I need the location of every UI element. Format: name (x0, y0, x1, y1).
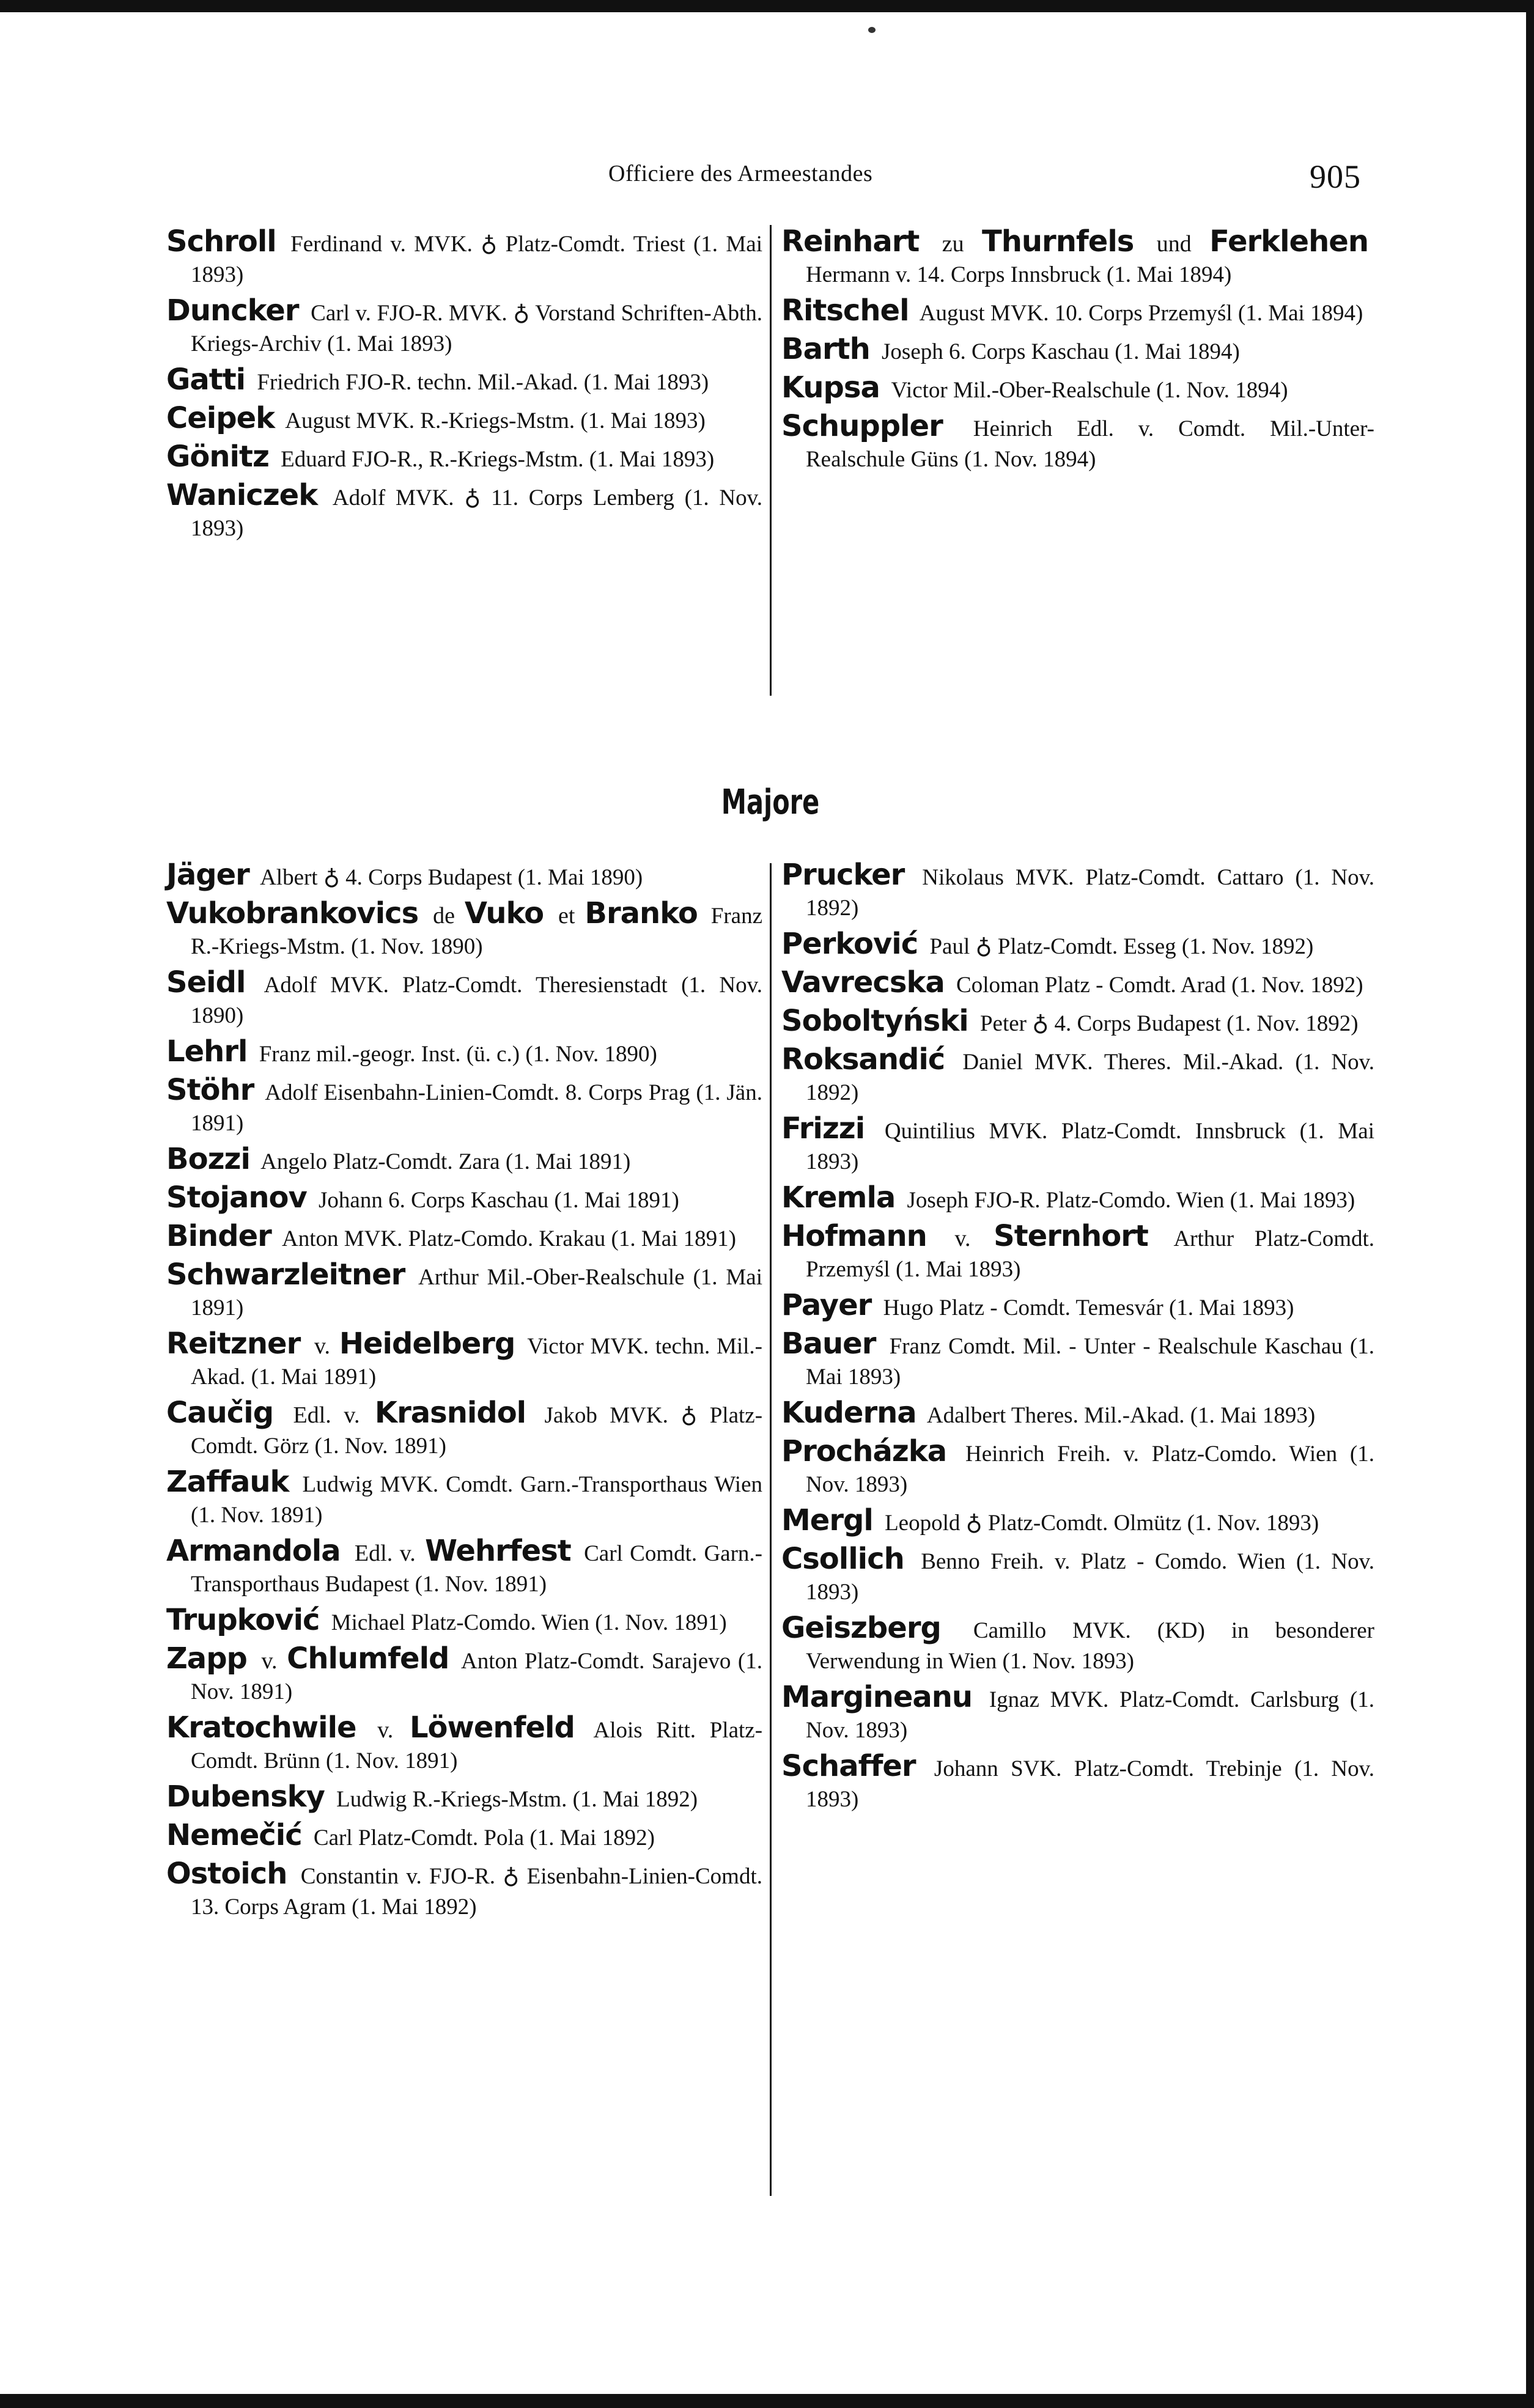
officer-surname: Vukobrankovics (166, 896, 419, 930)
entry-details: Joseph 6. Corps Kaschau (1. Mai 1894) (882, 339, 1240, 364)
name-connector: de (433, 903, 455, 929)
roster-entry (166, 1858, 762, 1923)
roster-entry (166, 1781, 762, 1815)
entry-details: Constantin v. FJO-R. ♁ Eisenbahn-Linien-Comdt. 13. Corps Agram (1. Mai 1892) (191, 1864, 762, 1920)
roster-entry (781, 929, 1374, 962)
roster-entry (166, 1605, 762, 1638)
entry-details: Ferdinand v. MVK. ♁ Platz-Comdt. Triest (1. Mai 1893) (191, 232, 762, 287)
officer-surname: Perković (781, 927, 918, 961)
officer-surname: Schroll (166, 224, 276, 259)
roster-entry (166, 226, 762, 290)
entry-details: Heinrich Freih. v. Platz-Comdo. Wien (1. Nov. 1893) (806, 1441, 1375, 1497)
roster-entry (781, 295, 1374, 329)
column-top-left (166, 226, 762, 549)
entry-details: Peter ♁ 4. Corps Budapest (1. Nov. 1892) (979, 1011, 1359, 1036)
officer-surname: Stöhr (166, 1073, 254, 1107)
entry-details: Anton Platz-Comdt. Sarajevo (1. Nov. 1891) (191, 1649, 763, 1704)
running-head: Officiere des Armeestandes (608, 161, 873, 186)
roster-entry (166, 1536, 762, 1600)
officer-surname-part: Löwenfeld (409, 1710, 575, 1745)
officer-surname-part: Sternhort (994, 1219, 1148, 1253)
officer-surname: Schwarzleitner (166, 1257, 405, 1292)
roster-entry (166, 480, 762, 544)
name-connector: Edl. v. (293, 1402, 360, 1428)
officer-surname: Csollich (781, 1542, 904, 1576)
entry-details: Coloman Platz - Comdt. Arad (1. Nov. 1892) (956, 973, 1363, 998)
entry-details: Michael Platz-Comdo. Wien (1. Nov. 1891) (331, 1610, 727, 1635)
name-connector: v. (954, 1226, 971, 1251)
officer-surname-part: Heidelberg (339, 1327, 515, 1361)
entry-details: August MVK. 10. Corps Przemyśl (1. Mai 1894) (919, 301, 1363, 326)
roster-entry (781, 1751, 1374, 1815)
roster-entry (166, 1712, 762, 1777)
entry-details: Joseph FJO-R. Platz-Comdo. Wien (1. Mai 1893) (907, 1188, 1355, 1213)
roster-entry (166, 364, 762, 398)
entry-details: Albert ♁ 4. Corps Budapest (1. Mai 1890) (260, 865, 643, 890)
entry-details: Franz R.-Kriegs-Mstm. (1. Nov. 1890) (191, 904, 763, 959)
entry-details: Paul ♁ Platz-Comdt. Esseg (1. Nov. 1892) (929, 934, 1314, 959)
officer-surname: Reinhart (781, 224, 920, 259)
officer-surname-part: Thurnfels (981, 224, 1134, 259)
entry-details: Victor MVK. techn. Mil.-Akad. (1. Mai 1891) (191, 1334, 762, 1390)
roster-entry (781, 1436, 1374, 1500)
roster-entry (781, 1613, 1374, 1677)
column-divider-top (770, 225, 772, 696)
entry-details: Adalbert Theres. Mil.-Akad. (1. Mai 1893) (926, 1403, 1316, 1428)
column-bottom-left (166, 860, 762, 1928)
officer-surname: Soboltyński (781, 1004, 968, 1038)
officer-surname: Seidl (166, 965, 246, 1000)
officer-surname: Caučig (166, 1396, 274, 1430)
entry-details: Heinrich Edl. v. Comdt. Mil.-Unter-Realschule Güns (1. Nov. 1894) (806, 416, 1374, 472)
officer-surname: Bozzi (166, 1142, 250, 1176)
roster-entry (166, 1820, 762, 1854)
roster-entry (781, 334, 1374, 367)
entry-details: Carl Comdt. Garn.-Transporthaus Budapest (1. Nov. 1891) (191, 1541, 762, 1597)
scan-border-right (1526, 0, 1534, 2408)
roster-entry (166, 1075, 762, 1139)
roster-entry (166, 1144, 762, 1177)
entry-details: Daniel MVK. Theres. Mil.-Akad. (1. Nov. 1892) (806, 1050, 1375, 1105)
name-connector: v. (314, 1333, 331, 1359)
roster-entry (781, 1328, 1374, 1393)
entry-details: Hugo Platz - Comdt. Temesvár (1. Mai 1893) (883, 1295, 1294, 1320)
officer-surname: Schaffer (781, 1749, 916, 1783)
officer-surname: Procházka (781, 1434, 947, 1468)
roster-entry (781, 1505, 1374, 1539)
entry-details: Ignaz MVK. Platz-Comdt. Carlsburg (1. Nov. 1893) (806, 1687, 1374, 1743)
entry-details: Friedrich FJO-R. techn. Mil.-Akad. (1. Mai 1893) (257, 370, 709, 395)
roster-entry (166, 1221, 762, 1254)
officer-surname: Kratochwile (166, 1710, 356, 1745)
section-heading: Majore (721, 782, 820, 822)
officer-surname: Kremla (781, 1180, 896, 1215)
name-connector: v. (377, 1717, 394, 1743)
roster-entry (781, 1290, 1374, 1324)
officer-surname: Binder (166, 1219, 271, 1253)
roster-entry (781, 1006, 1374, 1039)
roster-entry (166, 967, 762, 1031)
officer-surname: Reitzner (166, 1327, 301, 1361)
officer-surname: Stojanov (166, 1180, 307, 1215)
entry-details: Carl v. FJO-R. MVK. ♁ Vorstand Schriften-Abth. Kriegs-Archiv (1. Mai 1893) (191, 301, 763, 356)
officer-surname: Frizzi (781, 1111, 865, 1146)
column-divider-bottom (770, 863, 772, 2196)
entry-details: Johann 6. Corps Kaschau (1. Mai 1891) (319, 1188, 679, 1213)
roster-entry (166, 1182, 762, 1216)
roster-entry (781, 411, 1374, 475)
entry-details: Arthur Platz-Comdt. Przemyśl (1. Mai 1893) (806, 1226, 1375, 1282)
roster-entry (781, 1182, 1374, 1216)
entry-details: Franz Comdt. Mil. - Unter - Realschule Kaschau (1. Mai 1893) (806, 1334, 1374, 1390)
entry-details: August MVK. R.-Kriegs-Mstm. (1. Mai 1893) (285, 408, 706, 433)
officer-surname: Nemečić (166, 1818, 302, 1852)
officer-surname: Zapp (166, 1641, 247, 1676)
officer-surname: Kupsa (781, 370, 880, 405)
entry-details: Alois Ritt. Platz-Comdt. Brünn (1. Nov. 1891) (191, 1718, 763, 1773)
officer-surname: Ritschel (781, 293, 909, 328)
roster-entry (781, 1397, 1374, 1431)
entry-details: Ludwig R.-Kriegs-Mstm. (1. Mai 1892) (336, 1787, 698, 1812)
roster-entry (781, 860, 1374, 924)
name-connector: zu (942, 231, 964, 257)
roster-entry (166, 441, 762, 475)
officer-surname: Waniczek (166, 478, 318, 512)
roster-entry (781, 967, 1374, 1001)
roster-entry (166, 1643, 762, 1707)
officer-surname: Trupković (166, 1603, 320, 1637)
entry-details: Hermann v. 14. Corps Innsbruck (1. Mai 1894) (806, 262, 1232, 287)
scan-border-bottom (0, 2394, 1534, 2408)
officer-surname-part: Wehrfest (425, 1534, 571, 1568)
officer-surname: Lehrl (166, 1034, 248, 1069)
roster-entry (166, 1397, 762, 1462)
entry-details: Quintilius MVK. Platz-Comdt. Innsbruck (1. Mai 1893) (806, 1119, 1374, 1174)
scan-border-top (0, 0, 1534, 12)
officer-surname-part: Chlumfeld (287, 1641, 449, 1676)
roster-entry (166, 1259, 762, 1324)
entry-details: Benno Freih. v. Platz - Comdo. Wien (1. Nov. 1893) (806, 1549, 1374, 1605)
officer-surname: Margineanu (781, 1680, 973, 1714)
roster-entry (166, 1328, 762, 1393)
name-connector: v. (261, 1648, 278, 1674)
officer-surname: Gönitz (166, 440, 269, 474)
entry-details: Arthur Mil.-Ober-Realschule (1. Mai 1891) (191, 1265, 762, 1320)
entry-details: Jakob MVK. ♁ Platz-Comdt. Görz (1. Nov. 1891) (191, 1403, 763, 1459)
officer-surname: Armandola (166, 1534, 341, 1568)
officer-surname-part: Krasnidol (374, 1396, 526, 1430)
officer-surname: Kuderna (781, 1396, 916, 1430)
officer-surname: Duncker (166, 293, 299, 328)
entry-details: Franz mil.-geogr. Inst. (ü. c.) (1. Nov. 1890) (259, 1042, 657, 1067)
entry-details: Leopold ♁ Platz-Comdt. Olmütz (1. Nov. 1893) (885, 1511, 1319, 1536)
roster-entry (781, 372, 1374, 406)
officer-surname: Ceipek (166, 401, 275, 435)
roster-entry (781, 1682, 1374, 1746)
officer-surname: Mergl (781, 1503, 873, 1537)
entry-details: Camillo MVK. (KD) in besonderer Verwendung in Wien (1. Nov. 1893) (806, 1618, 1374, 1674)
entry-details: Nikolaus MVK. Platz-Comdt. Cattaro (1. Nov. 1892) (806, 865, 1374, 921)
name-connector: Edl. v. (354, 1541, 416, 1566)
roster-entry (166, 1036, 762, 1070)
officer-surname-part: Ferklehen (1209, 224, 1368, 259)
column-bottom-right (781, 860, 1374, 1820)
officer-surname: Dubensky (166, 1780, 325, 1814)
entry-details: Johann SVK. Platz-Comdt. Trebinje (1. Nov. 1893) (806, 1756, 1374, 1812)
page-number: 905 (1310, 158, 1361, 195)
column-top-right (781, 226, 1374, 480)
officer-surname: Prucker (781, 858, 905, 892)
roster-entry (166, 295, 762, 359)
officer-surname: Barth (781, 332, 870, 366)
officer-surname-part: Branko (584, 896, 698, 930)
entry-details: Ludwig MVK. Comdt. Garn.-Transporthaus Wien (1. Nov. 1891) (191, 1472, 762, 1528)
name-connector: et (558, 903, 575, 929)
roster-entry (781, 1113, 1374, 1177)
entry-details: Victor Mil.-Ober-Realschule (1. Nov. 1894) (891, 378, 1288, 403)
entry-details: Anton MVK. Platz-Comdo. Krakau (1. Mai 1891) (282, 1226, 736, 1251)
officer-surname-part: Vuko (464, 896, 544, 930)
roster-entry (166, 860, 762, 893)
entry-details: Eduard FJO-R., R.-Kriegs-Mstm. (1. Mai 1893) (281, 447, 715, 472)
officer-surname: Zaffauk (166, 1465, 289, 1499)
officer-surname: Vavrecska (781, 965, 945, 1000)
officer-surname: Geiszberg (781, 1611, 941, 1645)
roster-entry (781, 226, 1374, 290)
entry-details: Adolf MVK. Platz-Comdt. Theresienstadt (1. Nov. 1890) (191, 973, 762, 1028)
roster-entry (166, 898, 762, 962)
scan-speck (868, 27, 876, 33)
entry-details: Adolf MVK. ♁ 11. Corps Lemberg (1. Nov. 1893) (191, 485, 762, 541)
entry-details: Angelo Platz-Comdt. Zara (1. Mai 1891) (260, 1149, 631, 1174)
roster-entry (781, 1044, 1374, 1108)
officer-surname: Roksandić (781, 1042, 945, 1077)
name-connector: und (1156, 231, 1192, 257)
entry-details: Adolf Eisenbahn-Linien-Comdt. 8. Corps Prag (1. Jän. 1891) (191, 1080, 762, 1136)
roster-entry (781, 1544, 1374, 1608)
officer-surname: Payer (781, 1288, 872, 1322)
entry-details: Carl Platz-Comdt. Pola (1. Mai 1892) (313, 1825, 655, 1850)
roster-entry (166, 403, 762, 436)
officer-surname: Gatti (166, 363, 246, 397)
officer-surname: Hofmann (781, 1219, 927, 1253)
roster-entry (781, 1221, 1374, 1285)
officer-surname: Schuppler (781, 409, 943, 443)
officer-surname: Bauer (781, 1327, 876, 1361)
officer-surname: Jäger (166, 858, 249, 892)
roster-entry (166, 1467, 762, 1531)
officer-surname: Ostoich (166, 1857, 287, 1891)
